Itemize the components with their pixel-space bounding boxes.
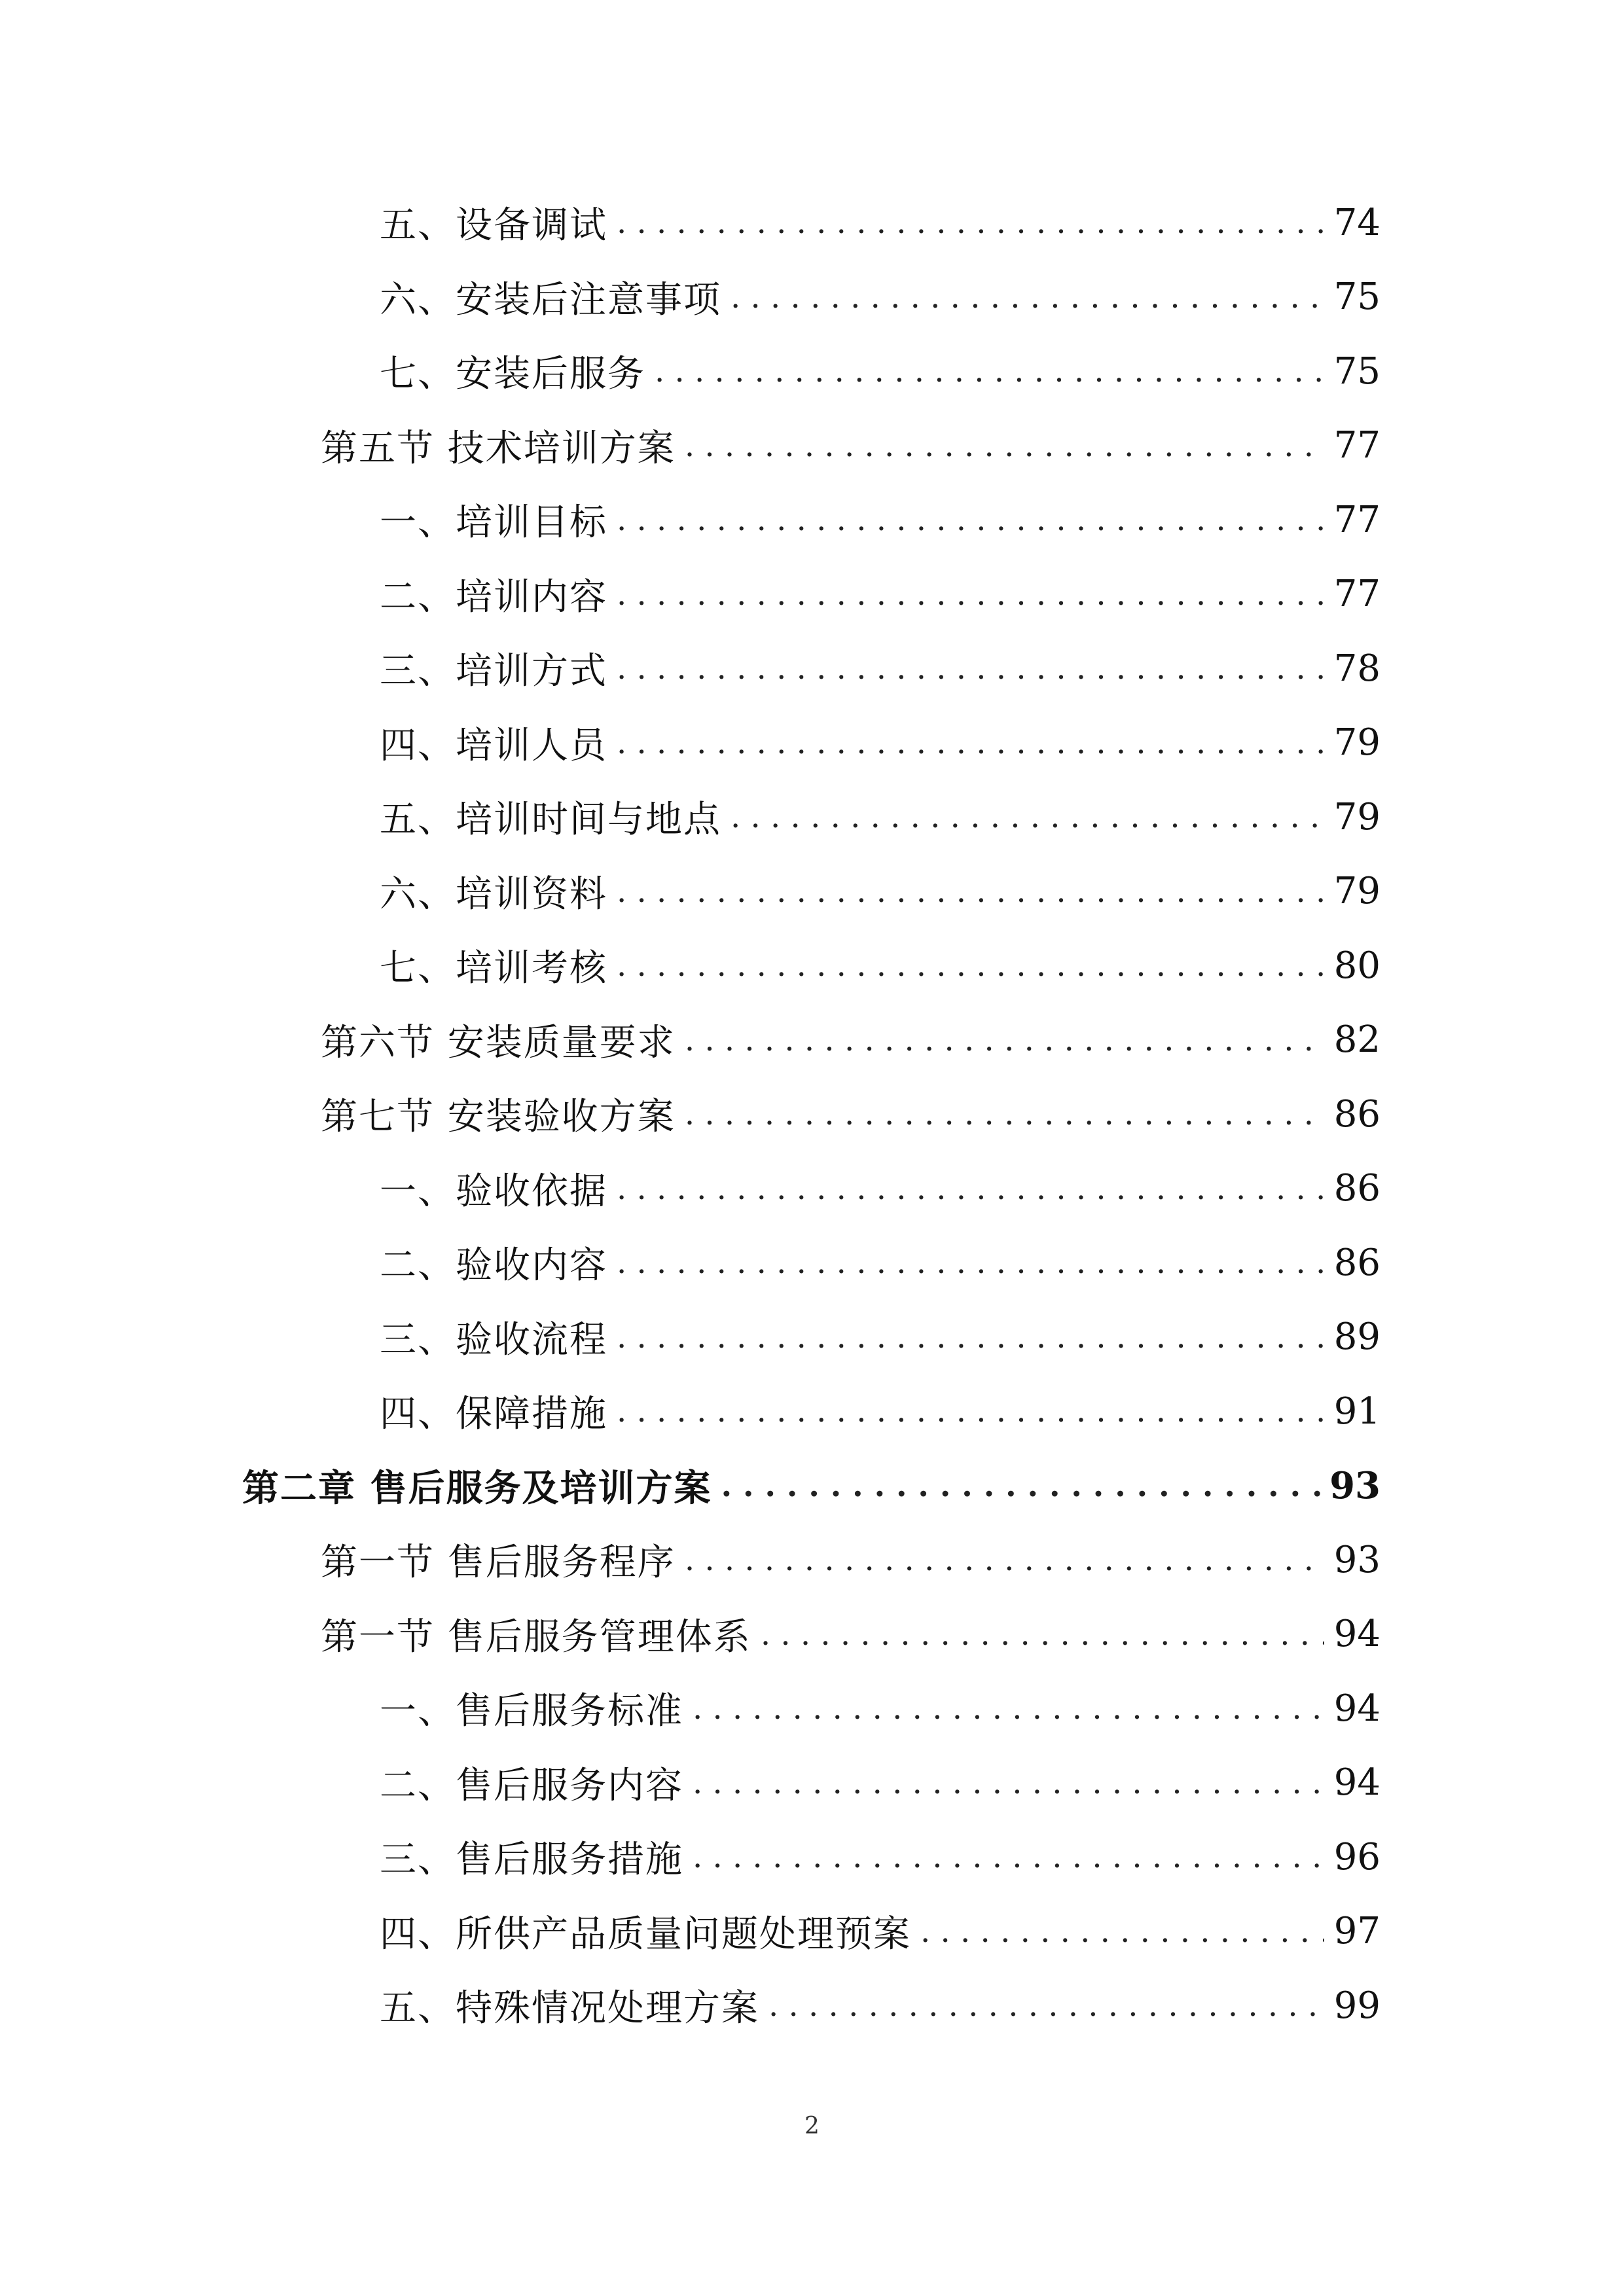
- toc-entry-section[interactable]: [321, 1077, 1380, 1151]
- toc-entry-item[interactable]: [380, 1969, 1380, 2042]
- toc-entry-section[interactable]: [321, 1598, 1380, 1671]
- toc-entry-page-number: 86: [1333, 1092, 1380, 1136]
- toc-entry-label: 二、售后服务内容: [380, 1764, 683, 1807]
- toc-entry-page-number: 75: [1333, 276, 1380, 318]
- dot-leader: [685, 1022, 1324, 1058]
- toc-entry-page-number: 77: [1333, 424, 1380, 467]
- dot-leader: [617, 204, 1324, 241]
- toc-entry-item[interactable]: [380, 1374, 1380, 1448]
- toc-entry-item[interactable]: [380, 706, 1380, 780]
- dot-leader: [731, 798, 1324, 835]
- toc-entry-page-number: 77: [1333, 573, 1380, 615]
- toc-entry-item[interactable]: [380, 1226, 1380, 1299]
- toc-entry-page-number: 93: [1333, 1538, 1380, 1581]
- toc-entry-item[interactable]: [380, 855, 1380, 928]
- toc-entry-page-number: 79: [1333, 870, 1380, 912]
- toc-entry-label: 五、设备调试: [380, 204, 607, 247]
- dot-leader: [685, 1096, 1324, 1132]
- toc-entry-item[interactable]: [380, 632, 1380, 705]
- toc-entry-label: 第二章 售后服务及培训方案: [242, 1466, 712, 1510]
- dot-leader: [617, 725, 1324, 761]
- toc-entry-item[interactable]: [380, 1152, 1380, 1225]
- dot-leader: [617, 1244, 1324, 1281]
- toc-entry-label: 七、安装后服务: [380, 353, 645, 395]
- toc-entry-item[interactable]: [380, 1820, 1380, 1893]
- toc-entry-label: 二、培训内容: [380, 575, 607, 619]
- dot-leader: [655, 353, 1324, 389]
- toc-entry-label: 五、特殊情况处理方案: [380, 1987, 759, 2030]
- dot-leader: [768, 1987, 1324, 2024]
- toc-entry-page-number: 74: [1333, 201, 1380, 244]
- toc-entry-label: 四、保障措施: [380, 1393, 607, 1435]
- toc-entry-label: 第六节 安装质量要求: [321, 1021, 676, 1064]
- toc-entry-page-number: 93: [1329, 1463, 1380, 1507]
- toc-entry-label: 第一节 售后服务程序: [321, 1541, 676, 1584]
- toc-entry-page-number: 80: [1333, 944, 1380, 987]
- toc-entry-page-number: 97: [1333, 1910, 1380, 1952]
- toc-entry-page-number: 89: [1333, 1316, 1380, 1358]
- dot-leader: [617, 1319, 1324, 1355]
- toc-entry-label: 七、培训考核: [380, 947, 607, 990]
- dot-leader: [617, 501, 1324, 538]
- dot-leader: [617, 1170, 1324, 1207]
- toc-entry-item[interactable]: [380, 558, 1380, 631]
- toc-entry-label: 三、售后服务措施: [380, 1839, 683, 1881]
- toc-entry-chapter[interactable]: [242, 1449, 1380, 1522]
- dot-leader: [617, 650, 1324, 687]
- toc-entry-label: 五、培训时间与地点: [380, 798, 721, 841]
- toc-entry-page-number: 82: [1333, 1018, 1380, 1061]
- toc-entry-label: 第一节 售后服务管理体系: [321, 1615, 751, 1659]
- toc-entry-page-number: 94: [1333, 1687, 1380, 1730]
- toc-entry-page-number: 86: [1333, 1241, 1380, 1284]
- toc-entry-item[interactable]: [380, 483, 1380, 556]
- toc-entry-page-number: 99: [1333, 1984, 1380, 2027]
- toc-entry-label: 第七节 安装验收方案: [321, 1096, 676, 1138]
- toc-entry-label: 三、验收流程: [380, 1318, 607, 1361]
- dot-leader: [617, 873, 1324, 910]
- toc-entry-page-number: 94: [1333, 1613, 1380, 1655]
- dot-leader: [731, 279, 1324, 315]
- dot-leader: [693, 1839, 1324, 1875]
- dot-leader: [617, 947, 1324, 984]
- dot-leader: [685, 1541, 1324, 1578]
- toc-entry-label: 一、验收依据: [380, 1170, 607, 1213]
- page-number-footer: 2: [804, 2113, 820, 2140]
- toc-entry-item[interactable]: [380, 929, 1380, 1002]
- toc-entry-page-number: 91: [1333, 1390, 1380, 1433]
- toc-entry-item[interactable]: [380, 186, 1380, 259]
- toc-entry-page-number: 79: [1333, 795, 1380, 838]
- dot-leader: [617, 1393, 1324, 1429]
- toc-entry-label: 一、售后服务标准: [380, 1690, 683, 1732]
- toc-entry-page-number: 86: [1333, 1167, 1380, 1210]
- toc-entry-page-number: 96: [1333, 1835, 1380, 1878]
- toc-entry-label: 三、培训方式: [380, 650, 607, 692]
- toc-entry-label: 四、所供产品质量问题处理预案: [380, 1912, 911, 1956]
- toc-entry-page-number: 77: [1333, 498, 1380, 541]
- toc-entry-item[interactable]: [380, 1746, 1380, 1820]
- toc-entry-label: 二、验收内容: [380, 1244, 607, 1287]
- dot-leader: [920, 1913, 1324, 1950]
- toc-entry-label: 六、培训资料: [380, 872, 607, 916]
- toc-entry-item[interactable]: [380, 1672, 1380, 1745]
- toc-entry-section[interactable]: [321, 409, 1380, 482]
- toc-entry-section[interactable]: [321, 1003, 1380, 1077]
- toc-entry-page-number: 75: [1333, 350, 1380, 393]
- dot-leader: [617, 576, 1324, 613]
- dot-leader: [721, 1467, 1321, 1504]
- toc-entry-item[interactable]: [380, 260, 1380, 334]
- dot-leader: [761, 1616, 1324, 1653]
- toc-entry-page-number: 94: [1333, 1761, 1380, 1804]
- toc-entry-label: 一、培训目标: [380, 501, 607, 544]
- toc-entry-page-number: 78: [1333, 647, 1380, 690]
- toc-entry-section[interactable]: [321, 1523, 1380, 1596]
- toc-entry-item[interactable]: [380, 334, 1380, 408]
- dot-leader: [693, 1690, 1324, 1727]
- toc-entry-label: 四、培训人员: [380, 724, 607, 767]
- toc-entry-item[interactable]: [380, 1300, 1380, 1374]
- toc-entry-item[interactable]: [380, 780, 1380, 853]
- toc-entry-item[interactable]: [380, 1895, 1380, 1968]
- toc-entry-label: 六、安装后注意事项: [380, 278, 721, 321]
- dot-leader: [693, 1765, 1324, 1801]
- toc-entry-label: 第五节 技术培训方案: [321, 427, 676, 470]
- dot-leader: [685, 427, 1324, 464]
- toc-entry-page-number: 79: [1333, 721, 1380, 764]
